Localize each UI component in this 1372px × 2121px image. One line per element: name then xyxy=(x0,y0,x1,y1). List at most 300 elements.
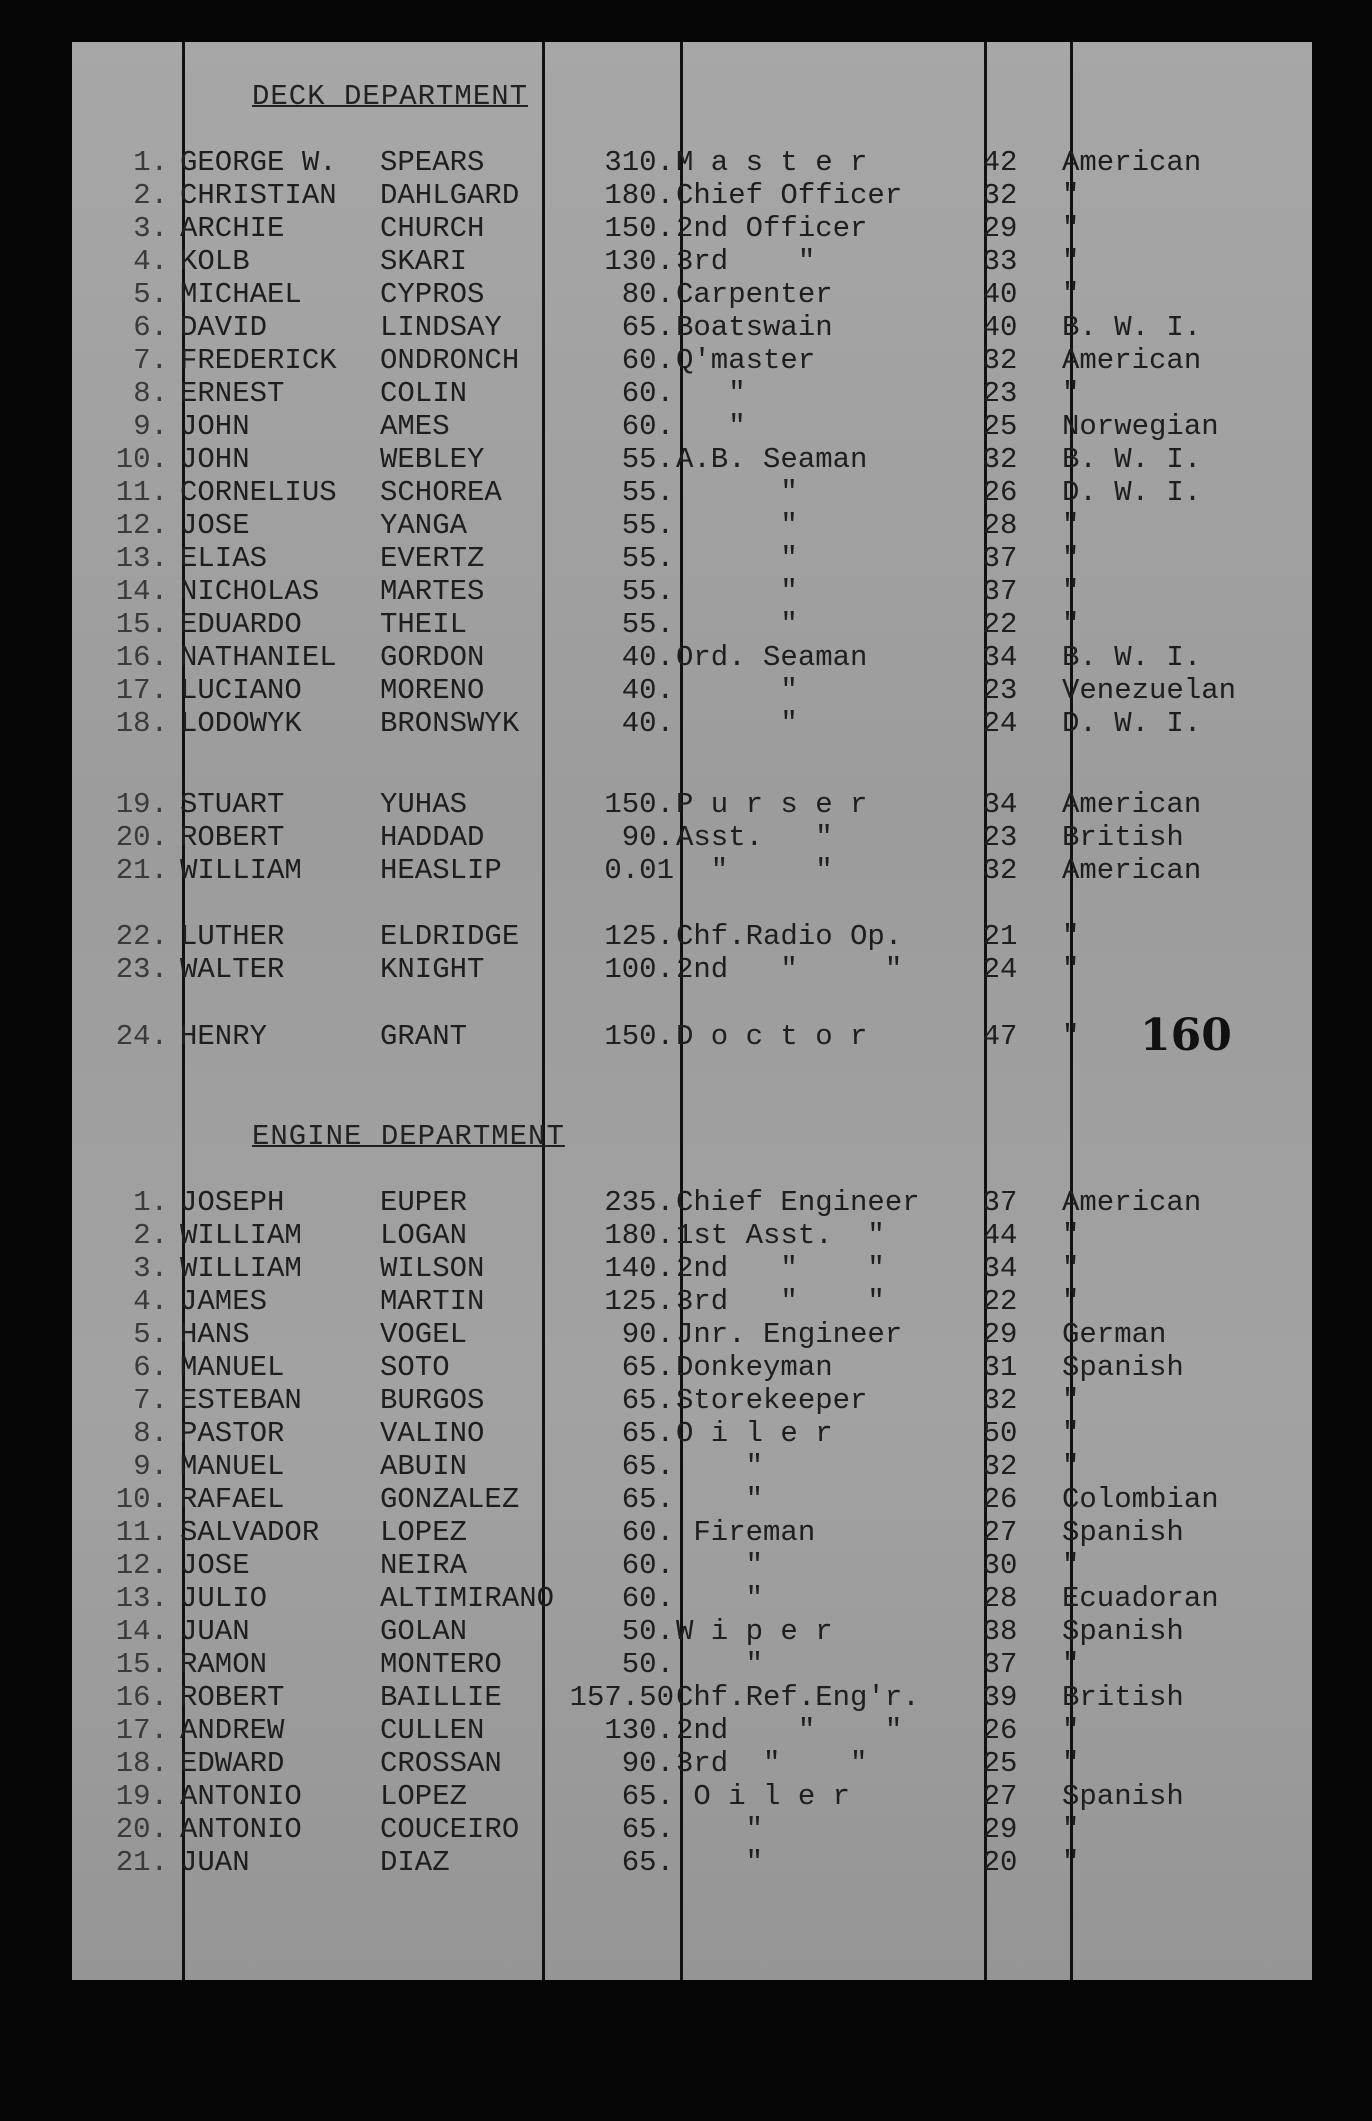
age: 26 xyxy=(982,476,1018,509)
rating: W i p e r xyxy=(676,1615,833,1648)
rating: " xyxy=(676,608,798,641)
rating: 2nd " " xyxy=(676,1252,885,1285)
rating: Chief Engineer xyxy=(676,1186,920,1219)
first-name: JOSE xyxy=(180,1549,250,1582)
age: 40 xyxy=(982,278,1018,311)
deck-department-title: DECK DEPARTMENT xyxy=(252,80,529,113)
row-number: 8. xyxy=(133,377,168,410)
rating: M a s t e r xyxy=(676,146,868,179)
crew-row xyxy=(72,575,1312,608)
wage: 65. xyxy=(621,1846,674,1879)
row-number: 20. xyxy=(115,821,168,854)
age: 26 xyxy=(982,1714,1018,1747)
age: 27 xyxy=(982,1780,1018,1813)
wage: 140. xyxy=(604,1252,674,1285)
row-number: 2. xyxy=(133,1219,168,1252)
rating: Donkeyman xyxy=(676,1351,833,1384)
nationality: " xyxy=(1062,1846,1080,1879)
row-number: 14. xyxy=(115,1615,168,1648)
rating: Chf.Ref.Eng'r. xyxy=(676,1681,920,1714)
crew-row xyxy=(72,1681,1312,1714)
rating: " xyxy=(676,1483,764,1516)
crew-row xyxy=(72,1417,1312,1450)
wage: 60. xyxy=(621,1549,674,1582)
first-name: EDWARD xyxy=(180,1747,285,1780)
rating: " xyxy=(676,1450,764,1483)
wage: 130. xyxy=(604,1714,674,1747)
row-number: 19. xyxy=(115,1780,168,1813)
age: 28 xyxy=(982,509,1018,542)
wage: 65. xyxy=(621,1384,674,1417)
first-name: RAFAEL xyxy=(180,1483,285,1516)
wage: 310. xyxy=(604,146,674,179)
wage: 150. xyxy=(604,1020,674,1053)
wage: 65. xyxy=(621,311,674,344)
rating: " xyxy=(676,707,798,740)
crew-row xyxy=(72,1285,1312,1318)
last-name: AMES xyxy=(380,410,450,443)
age: 34 xyxy=(982,641,1018,674)
wage: 125. xyxy=(604,920,674,953)
rating: A.B. Seaman xyxy=(676,443,868,476)
crew-row xyxy=(72,821,1312,854)
rating: Chf.Radio Op. xyxy=(676,920,903,953)
first-name: ANTONIO xyxy=(180,1780,302,1813)
wage: 235. xyxy=(604,1186,674,1219)
crew-row xyxy=(72,179,1312,212)
wage: 65. xyxy=(621,1780,674,1813)
crew-row xyxy=(72,1351,1312,1384)
first-name: JOHN xyxy=(180,443,250,476)
row-number: 11. xyxy=(115,476,168,509)
last-name: GOLAN xyxy=(380,1615,468,1648)
first-name: RAMON xyxy=(180,1648,268,1681)
nationality: " xyxy=(1062,608,1080,641)
crew-row xyxy=(72,278,1312,311)
age: 37 xyxy=(982,1648,1018,1681)
wage: 150. xyxy=(604,212,674,245)
last-name: SCHOREA xyxy=(380,476,502,509)
rating: O i l e r xyxy=(676,1417,833,1450)
nationality: British xyxy=(1062,1681,1184,1714)
nationality: " xyxy=(1062,1417,1080,1450)
crew-row xyxy=(72,146,1312,179)
last-name: CROSSAN xyxy=(380,1747,502,1780)
wage: 90. xyxy=(621,821,674,854)
rating: Jnr. Engineer xyxy=(676,1318,903,1351)
nationality: Norwegian xyxy=(1062,410,1219,443)
wage: 40. xyxy=(621,707,674,740)
age: 44 xyxy=(982,1219,1018,1252)
rating: " xyxy=(676,1648,764,1681)
crew-row xyxy=(72,1615,1312,1648)
wage: 90. xyxy=(621,1747,674,1780)
crew-row xyxy=(72,245,1312,278)
last-name: BAILLIE xyxy=(380,1681,502,1714)
first-name: CHRISTIAN xyxy=(180,179,337,212)
wage: 65. xyxy=(621,1351,674,1384)
age: 32 xyxy=(982,1450,1018,1483)
last-name: COLIN xyxy=(380,377,468,410)
crew-row xyxy=(72,476,1312,509)
rating: " xyxy=(676,509,798,542)
nationality: " xyxy=(1062,542,1080,575)
wage: 65. xyxy=(621,1450,674,1483)
row-number: 5. xyxy=(133,278,168,311)
nationality: Spanish xyxy=(1062,1516,1184,1549)
row-number: 23. xyxy=(115,953,168,986)
row-number: 3. xyxy=(133,1252,168,1285)
last-name: GRANT xyxy=(380,1020,468,1053)
first-name: KOLB xyxy=(180,245,250,278)
first-name: WILLIAM xyxy=(180,854,302,887)
wage: 180. xyxy=(604,1219,674,1252)
nationality: Spanish xyxy=(1062,1351,1184,1384)
wage: 125. xyxy=(604,1285,674,1318)
nationality: American xyxy=(1062,146,1202,179)
row-number: 6. xyxy=(133,311,168,344)
rating: " xyxy=(676,1846,764,1879)
row-number: 6. xyxy=(133,1351,168,1384)
wage: 55. xyxy=(621,443,674,476)
nationality: American xyxy=(1062,854,1202,887)
rating: " xyxy=(676,575,798,608)
age: 30 xyxy=(982,1549,1018,1582)
crew-row xyxy=(72,1020,1312,1053)
first-name: ELIAS xyxy=(180,542,268,575)
row-number: 21. xyxy=(115,854,168,887)
age: 42 xyxy=(982,146,1018,179)
crew-row xyxy=(72,1252,1312,1285)
age: 32 xyxy=(982,179,1018,212)
row-number: 21. xyxy=(115,1846,168,1879)
age: 25 xyxy=(982,410,1018,443)
row-number: 16. xyxy=(115,641,168,674)
crew-row xyxy=(72,1780,1312,1813)
row-number: 2. xyxy=(133,179,168,212)
row-number: 9. xyxy=(133,1450,168,1483)
first-name: JOSEPH xyxy=(180,1186,285,1219)
nationality: " xyxy=(1062,920,1080,953)
crew-row xyxy=(72,1747,1312,1780)
wage: 40. xyxy=(621,674,674,707)
crew-row xyxy=(72,212,1312,245)
nationality: " xyxy=(1062,1714,1080,1747)
crew-row xyxy=(72,641,1312,674)
age: 37 xyxy=(982,1186,1018,1219)
row-number: 12. xyxy=(115,1549,168,1582)
nationality: " xyxy=(1062,953,1080,986)
age: 22 xyxy=(982,1285,1018,1318)
rating: " xyxy=(676,542,798,575)
nationality: " xyxy=(1062,1549,1080,1582)
wage: 90. xyxy=(621,1318,674,1351)
rating: Q'master xyxy=(676,344,816,377)
crew-row xyxy=(72,443,1312,476)
nationality: American xyxy=(1062,344,1202,377)
first-name: LUCIANO xyxy=(180,674,302,707)
last-name: SKARI xyxy=(380,245,468,278)
first-name: MANUEL xyxy=(180,1450,285,1483)
nationality: D. W. I. xyxy=(1062,707,1202,740)
rating: 2nd Officer xyxy=(676,212,868,245)
rating: Asst. " xyxy=(676,821,833,854)
first-name: JUAN xyxy=(180,1846,250,1879)
last-name: YANGA xyxy=(380,509,468,542)
last-name: GONZALEZ xyxy=(380,1483,520,1516)
wage: 55. xyxy=(621,509,674,542)
wage: 60. xyxy=(621,377,674,410)
age: 37 xyxy=(982,575,1018,608)
row-number: 18. xyxy=(115,707,168,740)
crew-row xyxy=(72,1846,1312,1879)
crew-row xyxy=(72,1714,1312,1747)
rating: " xyxy=(676,1582,764,1615)
crew-row xyxy=(72,1384,1312,1417)
crew-row xyxy=(72,854,1312,887)
rating: 3rd " " xyxy=(676,1285,885,1318)
rating: Ord. Seaman xyxy=(676,641,868,674)
row-number: 4. xyxy=(133,1285,168,1318)
last-name: CYPROS xyxy=(380,278,485,311)
row-number: 10. xyxy=(115,443,168,476)
last-name: KNIGHT xyxy=(380,953,485,986)
first-name: ROBERT xyxy=(180,821,285,854)
last-name: ALTIMIRANO xyxy=(380,1582,555,1615)
wage: 180. xyxy=(604,179,674,212)
crew-row xyxy=(72,608,1312,641)
first-name: JOSE xyxy=(180,509,250,542)
nationality: " xyxy=(1062,1450,1080,1483)
nationality: British xyxy=(1062,821,1184,854)
last-name: YUHAS xyxy=(380,788,468,821)
age: 20 xyxy=(982,1846,1018,1879)
age: 25 xyxy=(982,1747,1018,1780)
first-name: LUTHER xyxy=(180,920,285,953)
row-number: 19. xyxy=(115,788,168,821)
age: 39 xyxy=(982,1681,1018,1714)
wage: 0.01 xyxy=(604,854,674,887)
nationality: American xyxy=(1062,788,1202,821)
crew-row xyxy=(72,311,1312,344)
last-name: COUCEIRO xyxy=(380,1813,520,1846)
last-name: MORENO xyxy=(380,674,485,707)
rating: Fireman xyxy=(676,1516,816,1549)
last-name: DAHLGARD xyxy=(380,179,520,212)
age: 23 xyxy=(982,674,1018,707)
crew-row xyxy=(72,410,1312,443)
rating: " xyxy=(676,476,798,509)
last-name: MARTES xyxy=(380,575,485,608)
first-name: DAVID xyxy=(180,311,268,344)
last-name: LOGAN xyxy=(380,1219,468,1252)
last-name: BRONSWYK xyxy=(380,707,520,740)
wage: 150. xyxy=(604,788,674,821)
age: 47 xyxy=(982,1020,1018,1053)
row-number: 14. xyxy=(115,575,168,608)
first-name: HANS xyxy=(180,1318,250,1351)
last-name: NEIRA xyxy=(380,1549,468,1582)
age: 32 xyxy=(982,1384,1018,1417)
last-name: VOGEL xyxy=(380,1318,468,1351)
last-name: CULLEN xyxy=(380,1714,485,1747)
age: 32 xyxy=(982,854,1018,887)
first-name: GEORGE W. xyxy=(180,146,337,179)
crew-row xyxy=(72,1186,1312,1219)
age: 23 xyxy=(982,821,1018,854)
crew-row xyxy=(72,1318,1312,1351)
rating: O i l e r xyxy=(676,1780,851,1813)
last-name: ELDRIDGE xyxy=(380,920,520,953)
first-name: PASTOR xyxy=(180,1417,285,1450)
crew-row xyxy=(72,1516,1312,1549)
first-name: HENRY xyxy=(180,1020,268,1053)
age: 38 xyxy=(982,1615,1018,1648)
rating: Carpenter xyxy=(676,278,833,311)
row-number: 17. xyxy=(115,1714,168,1747)
nationality: " xyxy=(1062,575,1080,608)
first-name: WALTER xyxy=(180,953,285,986)
last-name: EVERTZ xyxy=(380,542,485,575)
margin-mark: 160 xyxy=(1140,1010,1232,1061)
last-name: VALINO xyxy=(380,1417,485,1450)
rating: " xyxy=(676,674,798,707)
rating: 3rd " " xyxy=(676,1747,868,1780)
nationality: Venezuelan xyxy=(1062,674,1237,707)
first-name: LODOWYK xyxy=(180,707,302,740)
row-number: 20. xyxy=(115,1813,168,1846)
nationality: " xyxy=(1062,179,1080,212)
first-name: ARCHIE xyxy=(180,212,285,245)
wage: 55. xyxy=(621,542,674,575)
nationality: " xyxy=(1062,1648,1080,1681)
row-number: 15. xyxy=(115,608,168,641)
row-number: 13. xyxy=(115,542,168,575)
rating: 3rd " xyxy=(676,245,816,278)
nationality: " xyxy=(1062,245,1080,278)
age: 26 xyxy=(982,1483,1018,1516)
wage: 50. xyxy=(621,1615,674,1648)
first-name: ANTONIO xyxy=(180,1813,302,1846)
crew-row xyxy=(72,542,1312,575)
last-name: HEASLIP xyxy=(380,854,502,887)
crew-row xyxy=(72,1450,1312,1483)
age: 32 xyxy=(982,443,1018,476)
wage: 60. xyxy=(621,410,674,443)
rating: D o c t o r xyxy=(676,1020,868,1053)
rating: Chief Officer xyxy=(676,179,903,212)
wage: 60. xyxy=(621,1516,674,1549)
first-name: NICHOLAS xyxy=(180,575,320,608)
wage: 55. xyxy=(621,608,674,641)
rating: " " xyxy=(676,854,833,887)
rating: 1st Asst. " xyxy=(676,1219,885,1252)
first-name: FREDERICK xyxy=(180,344,337,377)
crew-row xyxy=(72,1813,1312,1846)
rating: " xyxy=(676,1549,764,1582)
first-name: ANDREW xyxy=(180,1714,285,1747)
age: 32 xyxy=(982,344,1018,377)
nationality: Colombian xyxy=(1062,1483,1219,1516)
crew-row xyxy=(72,509,1312,542)
nationality: " xyxy=(1062,1020,1080,1053)
crew-row xyxy=(72,953,1312,986)
last-name: HADDAD xyxy=(380,821,485,854)
nationality: Spanish xyxy=(1062,1615,1184,1648)
row-number: 13. xyxy=(115,1582,168,1615)
last-name: LOPEZ xyxy=(380,1780,468,1813)
age: 29 xyxy=(982,1318,1018,1351)
first-name: JUAN xyxy=(180,1615,250,1648)
age: 37 xyxy=(982,542,1018,575)
rating: " xyxy=(676,410,746,443)
wage: 65. xyxy=(621,1483,674,1516)
nationality: American xyxy=(1062,1186,1202,1219)
last-name: SOTO xyxy=(380,1351,450,1384)
first-name: ERNEST xyxy=(180,377,285,410)
last-name: THEIL xyxy=(380,608,468,641)
wage: 55. xyxy=(621,575,674,608)
wage: 40. xyxy=(621,641,674,674)
age: 22 xyxy=(982,608,1018,641)
age: 34 xyxy=(982,1252,1018,1285)
row-number: 9. xyxy=(133,410,168,443)
row-number: 10. xyxy=(115,1483,168,1516)
first-name: SALVADOR xyxy=(180,1516,320,1549)
crew-row xyxy=(72,707,1312,740)
nationality: B. W. I. xyxy=(1062,641,1202,674)
nationality: " xyxy=(1062,278,1080,311)
row-number: 24. xyxy=(115,1020,168,1053)
first-name: JAMES xyxy=(180,1285,268,1318)
age: 23 xyxy=(982,377,1018,410)
last-name: EUPER xyxy=(380,1186,468,1219)
row-number: 8. xyxy=(133,1417,168,1450)
wage: 55. xyxy=(621,476,674,509)
row-number: 22. xyxy=(115,920,168,953)
first-name: MICHAEL xyxy=(180,278,302,311)
rating: " xyxy=(676,1813,764,1846)
age: 33 xyxy=(982,245,1018,278)
crew-row xyxy=(72,1648,1312,1681)
crew-list-sheet xyxy=(72,42,1312,1980)
nationality: D. W. I. xyxy=(1062,476,1202,509)
crew-row xyxy=(72,1582,1312,1615)
rating: 2nd " " xyxy=(676,953,903,986)
last-name: BURGOS xyxy=(380,1384,485,1417)
rating: Storekeeper xyxy=(676,1384,868,1417)
wage: 50. xyxy=(621,1648,674,1681)
nationality: B. W. I. xyxy=(1062,443,1202,476)
wage: 130. xyxy=(604,245,674,278)
nationality: " xyxy=(1062,1813,1080,1846)
crew-row xyxy=(72,920,1312,953)
row-number: 5. xyxy=(133,1318,168,1351)
last-name: GORDON xyxy=(380,641,485,674)
first-name: STUART xyxy=(180,788,285,821)
last-name: SPEARS xyxy=(380,146,485,179)
last-name: CHURCH xyxy=(380,212,485,245)
row-number: 15. xyxy=(115,1648,168,1681)
crew-row xyxy=(72,1219,1312,1252)
rating: P u r s e r xyxy=(676,788,868,821)
nationality: B. W. I. xyxy=(1062,311,1202,344)
nationality: German xyxy=(1062,1318,1167,1351)
row-number: 7. xyxy=(133,344,168,377)
wage: 65. xyxy=(621,1813,674,1846)
age: 24 xyxy=(982,707,1018,740)
crew-row xyxy=(72,674,1312,707)
